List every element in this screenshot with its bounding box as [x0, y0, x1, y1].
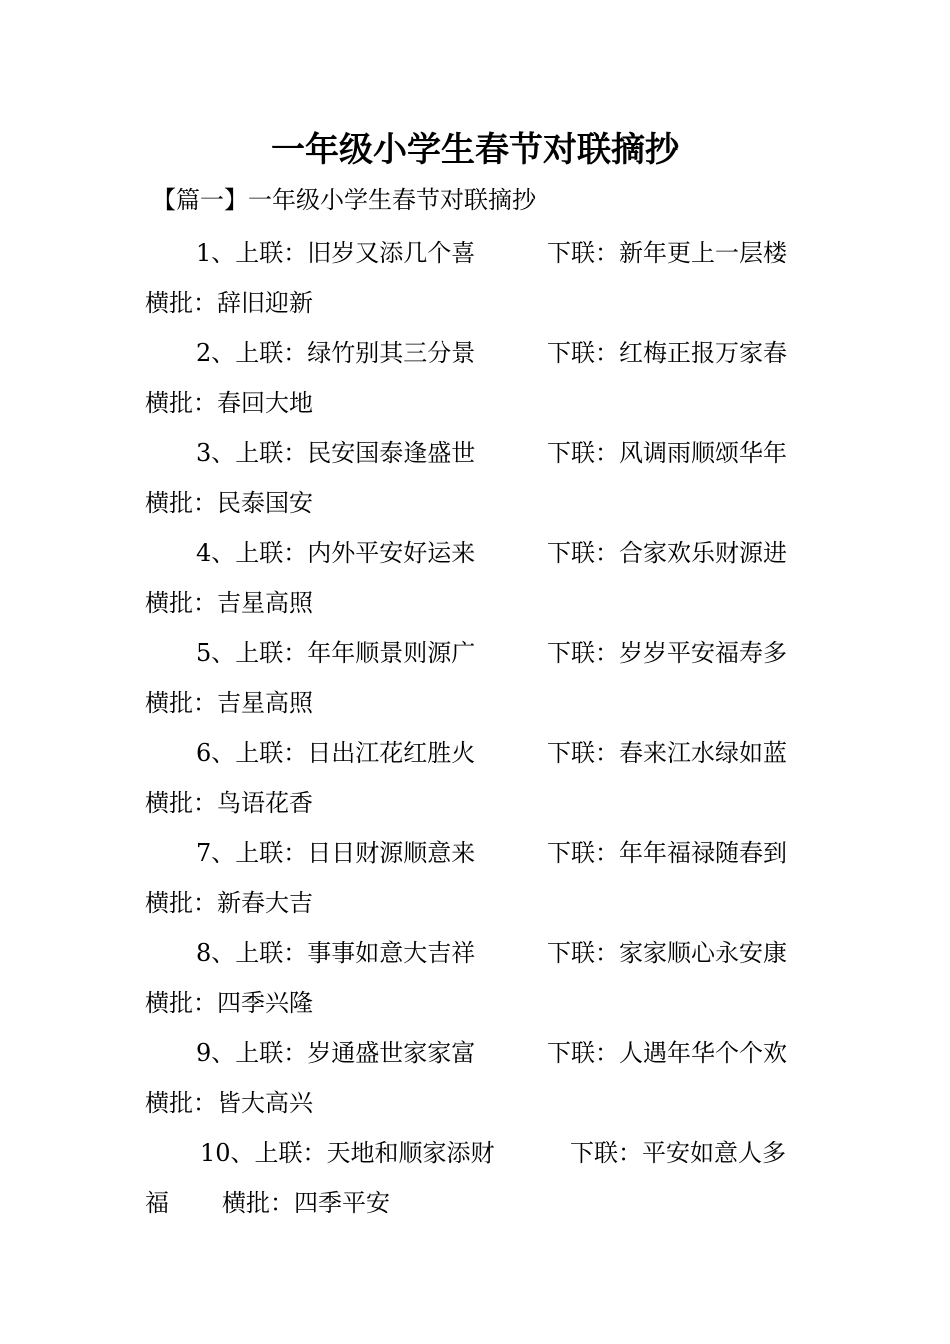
couplet-line — [145, 1028, 810, 1078]
couplet-line — [145, 928, 810, 978]
upper-line: 6、上联：日出江花红胜火 — [196, 739, 476, 767]
horizontal-line: 横批：民泰国安 — [145, 489, 313, 517]
horizontal-line: 横批：鸟语花香 — [145, 789, 313, 817]
upper-line: 4、上联：内外平安好运来 — [196, 539, 476, 567]
horizontal-text: 横批：四季平安 — [222, 1189, 390, 1217]
horizontal-line: 横批：皆大高兴 — [145, 1089, 313, 1117]
lower-line: 下联：岁岁平安福寿多 — [547, 639, 787, 667]
lower-line: 下联：人遇年华个个欢 — [547, 1039, 787, 1067]
horizontal-line: 横批：新春大吉 — [145, 889, 313, 917]
upper-line: 1、上联：旧岁又添几个喜 — [196, 239, 476, 267]
upper-line: 2、上联：绿竹别其三分景 — [196, 339, 476, 367]
lower-line: 下联：风调雨顺颂华年 — [547, 439, 787, 467]
page-title: 一年级小学生春节对联摘抄 — [271, 130, 679, 170]
lower-line-wrap: 福 — [145, 1189, 169, 1217]
horizontal-line: 横批：四季兴隆 — [145, 989, 313, 1017]
horizontal-line: 横批：吉星高照 — [145, 689, 313, 717]
lower-line: 下联：家家顺心永安康 — [547, 939, 787, 967]
couplet-line — [145, 228, 810, 278]
upper-line: 10、上联：天地和顺家添财 — [200, 1139, 495, 1167]
upper-line: 3、上联：民安国泰逢盛世 — [196, 439, 476, 467]
upper-line: 7、上联：日日财源顺意来 — [196, 839, 476, 867]
couplet-line — [145, 728, 810, 778]
couplet-line — [145, 628, 810, 678]
couplet-list — [145, 228, 810, 1228]
upper-line: 5、上联：年年顺景则源广 — [196, 639, 476, 667]
lower-line: 下联：新年更上一层楼 — [547, 239, 787, 267]
horizontal-line: 横批：辞旧迎新 — [145, 289, 313, 317]
lower-line: 下联：合家欢乐财源进 — [547, 539, 787, 567]
couplet-line — [145, 1128, 810, 1178]
lower-line: 下联：红梅正报万家春 — [547, 339, 787, 367]
horizontal-line — [145, 1178, 810, 1228]
horizontal-line: 横批：春回大地 — [145, 389, 313, 417]
lower-line: 下联：春来江水绿如蓝 — [547, 739, 787, 767]
couplet-line — [145, 428, 810, 478]
couplet-line — [145, 828, 810, 878]
couplet-line — [145, 528, 810, 578]
lower-line: 下联：年年福禄随春到 — [547, 839, 787, 867]
couplet-line — [145, 328, 810, 378]
upper-line: 9、上联：岁通盛世家家富 — [196, 1039, 476, 1067]
horizontal-line: 横批：吉星高照 — [145, 589, 313, 617]
section-heading: 【篇一】一年级小学生春节对联摘抄 — [152, 186, 536, 214]
lower-line: 下联：平安如意人多 — [570, 1139, 786, 1167]
upper-line: 8、上联：事事如意大吉祥 — [196, 939, 476, 967]
